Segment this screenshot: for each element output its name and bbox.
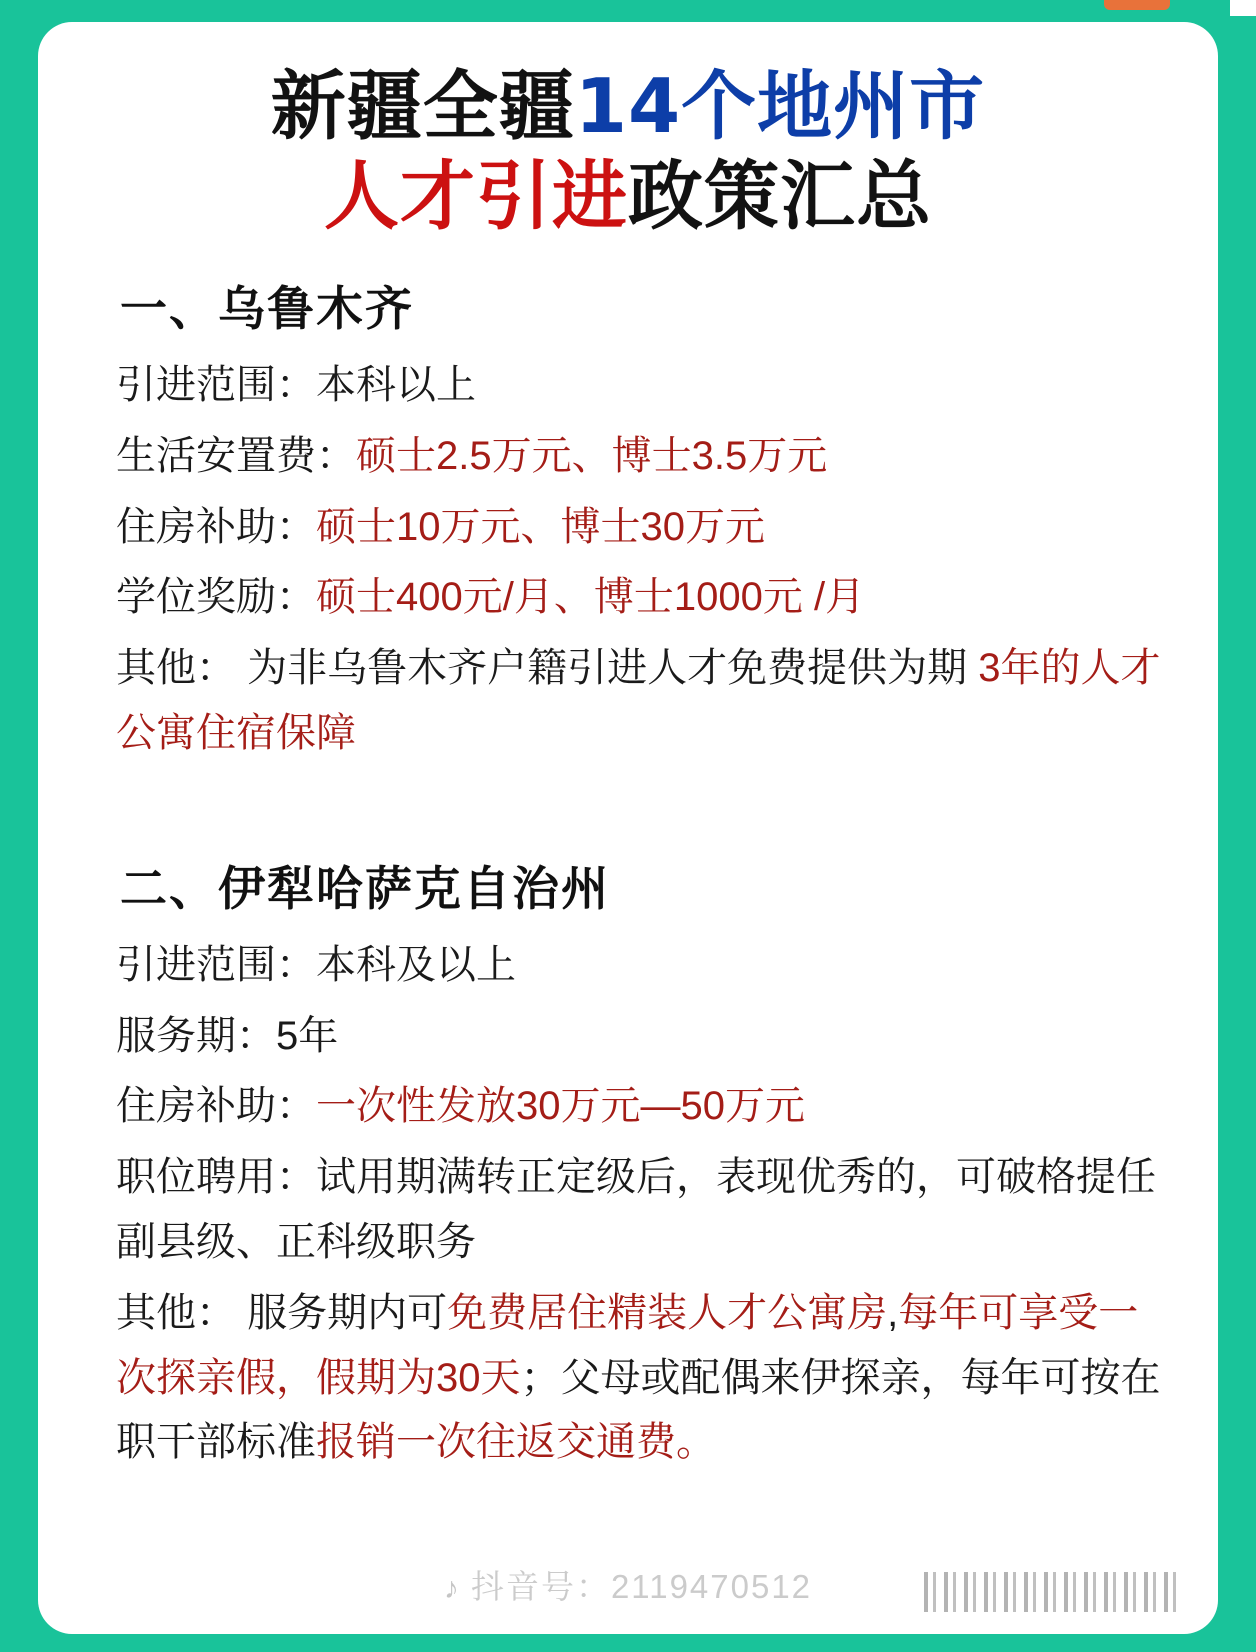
item-label: 学位奖励：	[116, 575, 316, 620]
rich-segment-4: 每年可享受一次探亲假，假期为30天	[116, 1290, 1139, 1400]
rich-segment-5: ；父母或配偶来伊探亲，每年可按在职干部标准	[116, 1355, 1161, 1465]
list-item	[72, 353, 1184, 418]
section-spacer	[72, 772, 1184, 818]
section-heading: 二、伊犁哈萨克自治州	[120, 861, 610, 917]
item-label: 住房补助：	[116, 504, 316, 549]
barcode-strip	[924, 1572, 1184, 1612]
item-value: 硕士2.5万元、博士3.5万元	[356, 433, 828, 478]
rich-segment-1: 其他： 服务期内可	[116, 1290, 448, 1335]
section-ili-kazakh	[72, 852, 1184, 1475]
list-item	[72, 495, 1184, 560]
item-value: 本科以上	[316, 363, 476, 407]
item-label: 住房补助：	[116, 1084, 316, 1129]
item-label: 职位聘用：	[116, 1155, 316, 1200]
rich-segment-6: 报销一次往返交通费。	[316, 1420, 716, 1465]
poster-card	[38, 22, 1218, 1634]
music-note-icon: ♪	[443, 1572, 461, 1605]
list-item-rich	[72, 1281, 1184, 1475]
title-segment-black: 新疆全疆	[270, 62, 575, 150]
list-item	[72, 1145, 1184, 1275]
item-value: 硕士10万元、博士30万元	[316, 504, 765, 549]
title-segment-red: 人才引进	[323, 152, 628, 240]
list-item	[72, 1074, 1184, 1139]
item-value: 一次性发放30万元—50万元	[316, 1084, 805, 1129]
item-label: 生活安置费：	[116, 433, 356, 478]
list-item	[72, 636, 1184, 766]
item-value: 为非乌鲁木齐户籍引进人才免费提供为期	[236, 646, 979, 691]
list-item	[72, 1004, 1184, 1069]
item-value-tail: 3年的人才公寓住宿保障	[116, 646, 1161, 755]
title-segment-blue: 14个地州市	[574, 62, 986, 150]
item-value: 硕士400元/月、博士1000元 /月	[316, 575, 866, 620]
rich-segment-2: 免费居住精装人才公寓房	[447, 1290, 888, 1335]
item-label: 其他：	[116, 646, 236, 691]
list-item	[72, 424, 1184, 489]
list-item	[72, 933, 1184, 998]
item-label: 服务期：	[116, 1013, 276, 1058]
list-item	[72, 565, 1184, 630]
watermark-text: 抖音号：2119470512	[470, 1568, 813, 1605]
section-urumqi	[72, 272, 1184, 766]
item-label: 引进范围：	[116, 942, 316, 987]
page-title	[72, 64, 1184, 238]
item-value: 5年	[276, 1013, 339, 1058]
title-line-1	[72, 64, 1184, 148]
status-bar-notch	[1104, 0, 1170, 10]
item-label: 引进范围：	[116, 363, 316, 407]
title-segment-black-2: 政策汇总	[628, 152, 933, 240]
item-value: 本科及以上	[316, 942, 516, 987]
title-line-2	[72, 154, 1184, 238]
item-value: 试用期满转正定级后，表现优秀的，可破格提任副县级、正科级职务	[116, 1155, 1156, 1264]
section-heading: 一、乌鲁木齐	[120, 282, 414, 337]
rich-segment-3: ,	[887, 1290, 899, 1335]
status-bar-corner	[1230, 0, 1256, 16]
